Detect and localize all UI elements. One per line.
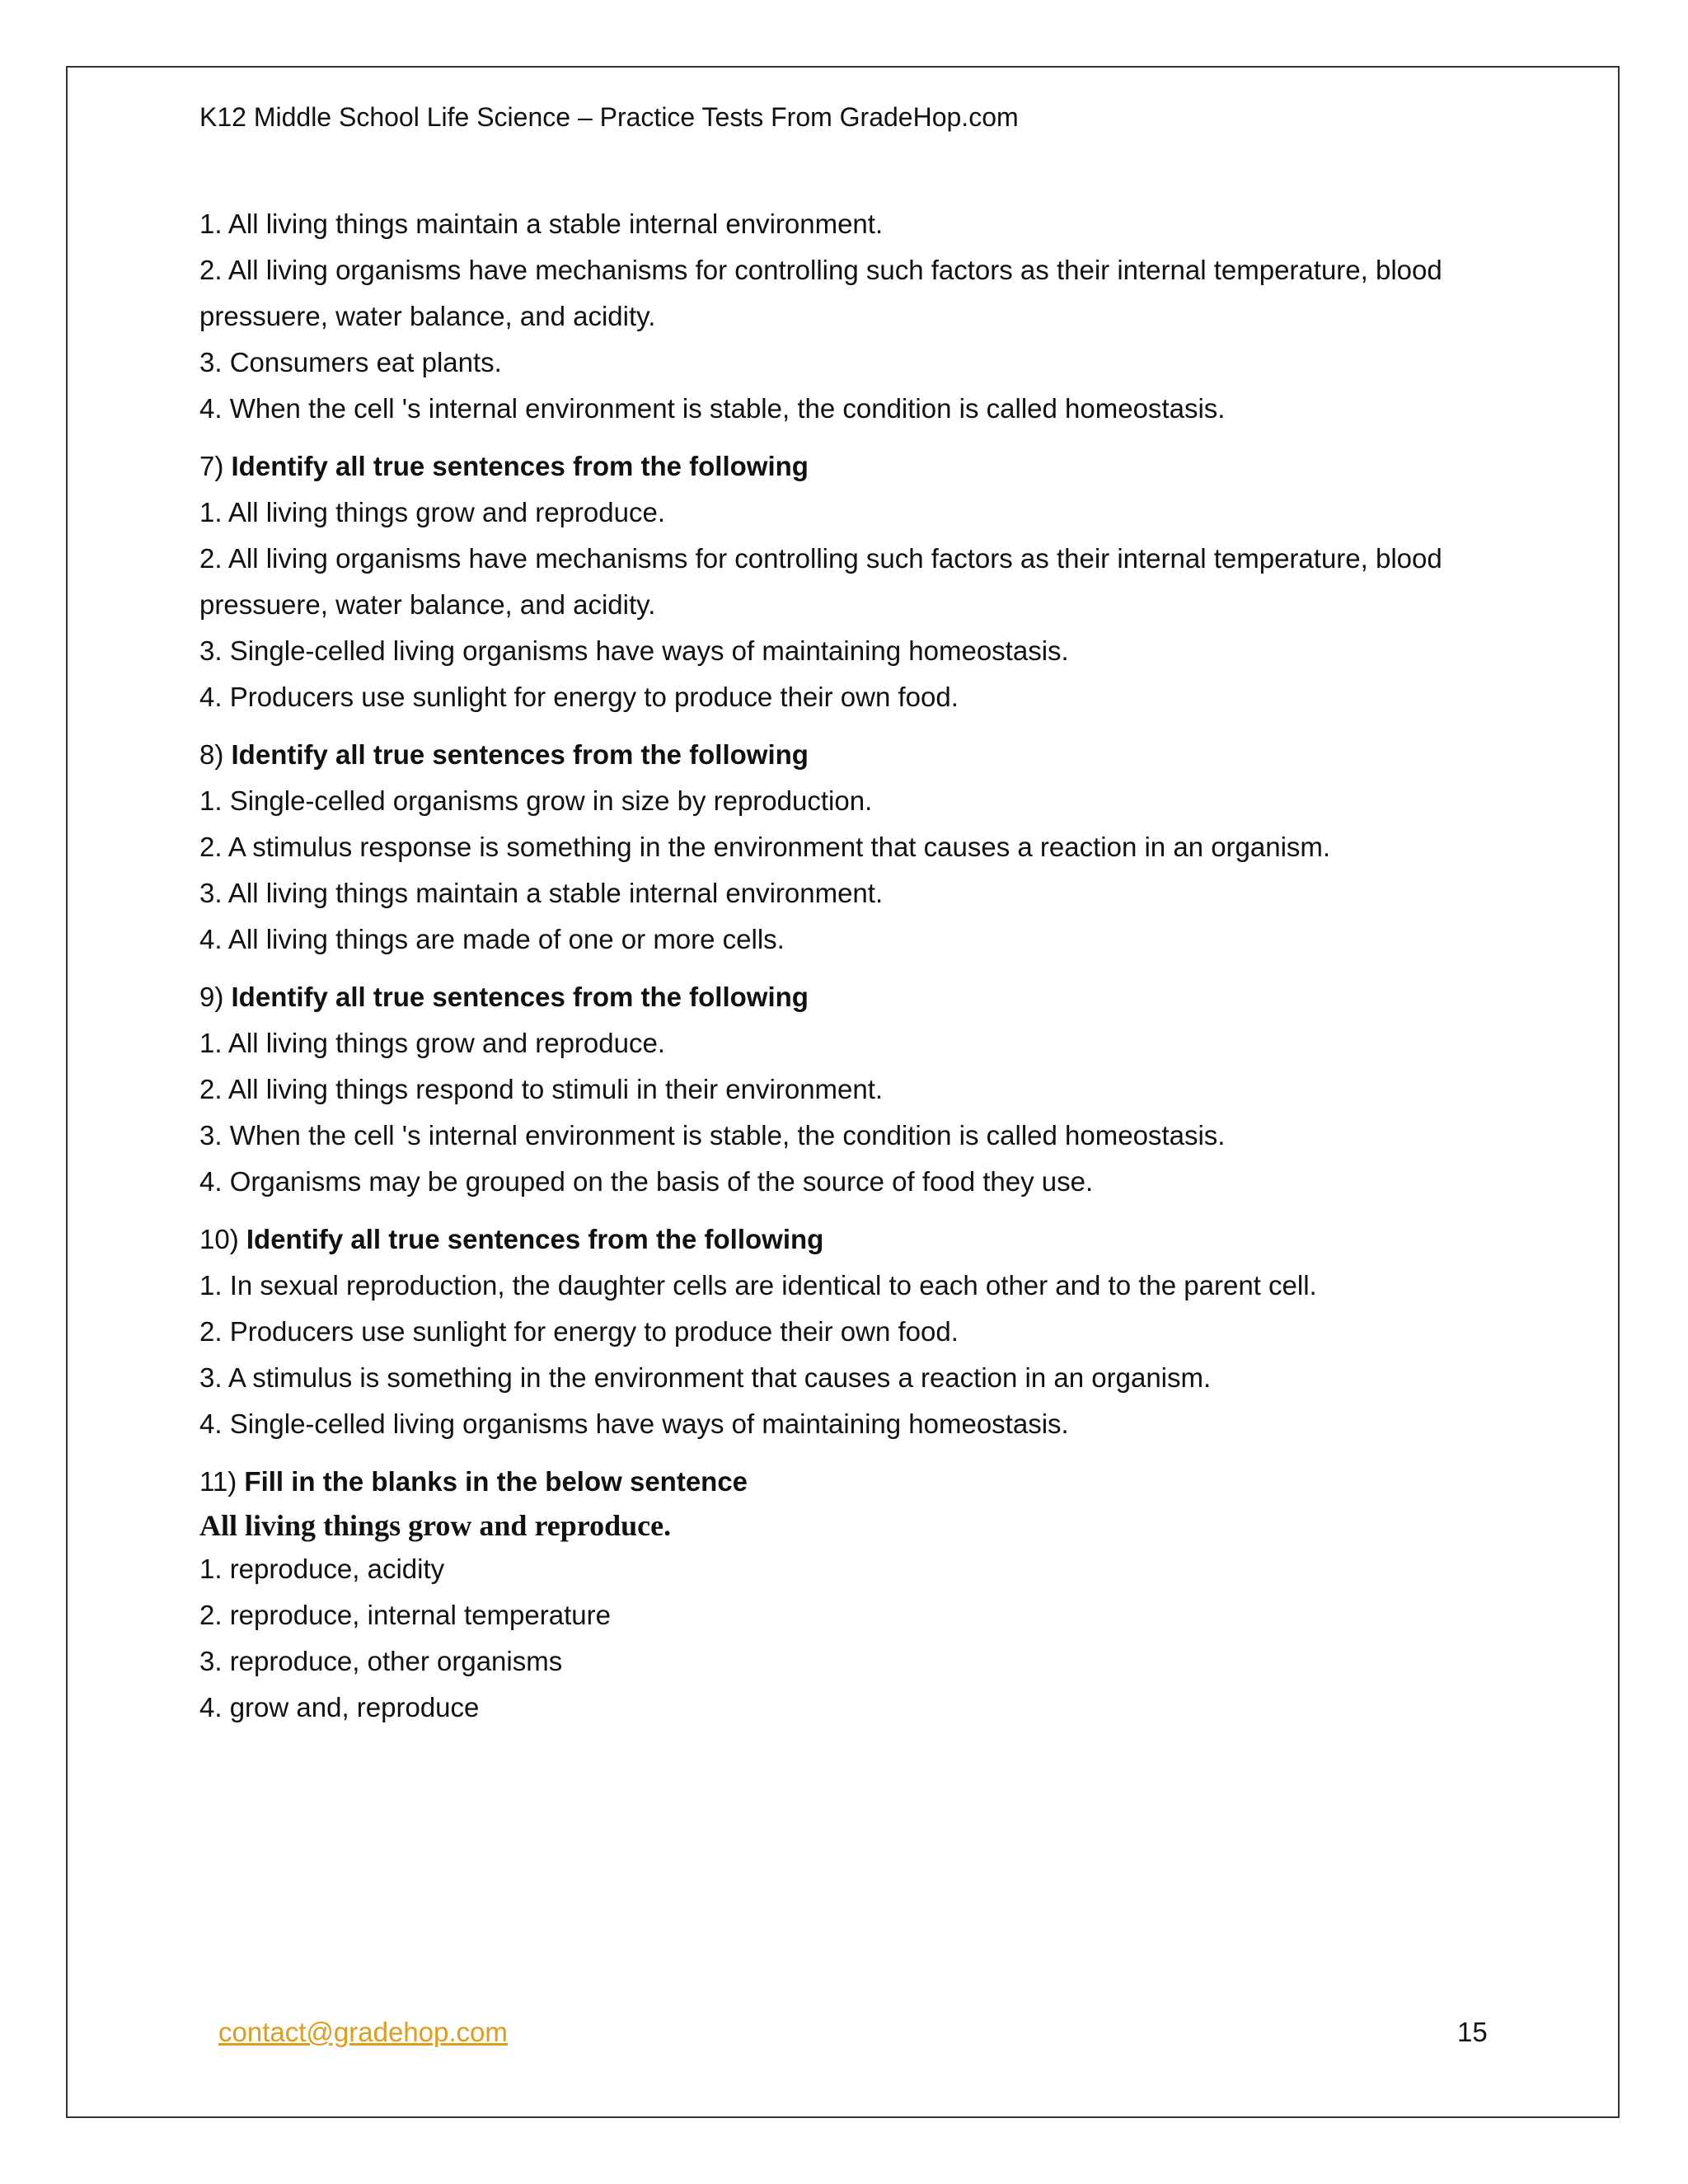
question-number: 7) bbox=[199, 451, 224, 481]
fill-in-sentence: All living things grow and reproduce. bbox=[199, 1509, 672, 1542]
option: 4. Producers use sunlight for energy to produce their own food. bbox=[199, 682, 959, 712]
option: 1. All living things grow and reproduce. bbox=[199, 497, 665, 527]
question-prompt: Identify all true sentences from the following bbox=[231, 739, 809, 770]
option: 3. Single-celled living organisms have ways of maintaining homeostasis. bbox=[199, 635, 1069, 666]
option: 1. In sexual reproduction, the daughter cells are identical to each other and to the parent cell. bbox=[199, 1270, 1317, 1301]
option: 4. When the cell 's internal environment is stable, the condition is called homeostasis. bbox=[199, 393, 1226, 424]
question-heading bbox=[199, 974, 1493, 1020]
document-header: K12 Middle School Life Science – Practice Tests From GradeHop.com bbox=[199, 102, 1019, 132]
question-8 bbox=[199, 732, 1493, 963]
option: 4. All living things are made of one or more cells. bbox=[199, 924, 785, 954]
option: 2. reproduce, internal temperature bbox=[199, 1600, 611, 1630]
option: 1. All living things maintain a stable internal environment. bbox=[199, 209, 884, 239]
option: 3. reproduce, other organisms bbox=[199, 1646, 563, 1676]
question-9 bbox=[199, 974, 1493, 1205]
option: 3. When the cell 's internal environment is stable, the condition is called homeostasis. bbox=[199, 1120, 1226, 1151]
option: 1. reproduce, acidity bbox=[199, 1554, 445, 1584]
question-prompt: Identify all true sentences from the following bbox=[231, 451, 809, 481]
question-number: 11) bbox=[199, 1466, 237, 1497]
question-10 bbox=[199, 1216, 1493, 1447]
option: 2. A stimulus response is something in the environment that causes a reaction in an organism. bbox=[199, 832, 1331, 862]
document-body bbox=[199, 201, 1493, 1731]
option: 3. All living things maintain a stable internal environment. bbox=[199, 878, 884, 908]
option: 3. A stimulus is something in the environment that causes a reaction in an organism. bbox=[199, 1362, 1212, 1393]
option: 4. Single-celled living organisms have ways of maintaining homeostasis. bbox=[199, 1408, 1069, 1439]
question-number: 10) bbox=[199, 1224, 239, 1254]
question-heading bbox=[199, 732, 1493, 778]
option: 1. Single-celled organisms grow in size by reproduction. bbox=[199, 785, 873, 816]
question-prompt: Identify all true sentences from the following bbox=[231, 982, 809, 1012]
question-number: 9) bbox=[199, 982, 224, 1012]
option: 4. Organisms may be grouped on the basis of the source of food they use. bbox=[199, 1166, 1094, 1197]
question-prompt: Identify all true sentences from the following bbox=[246, 1224, 824, 1254]
question-heading bbox=[199, 1216, 1493, 1263]
page-number: 15 bbox=[1457, 2017, 1488, 2047]
option: 4. grow and, reproduce bbox=[199, 1692, 480, 1722]
option: 2. All living organisms have mechanisms for controlling such factors as their internal temperature, blood pressuere, water balance, and acidity. bbox=[199, 543, 1442, 620]
option: 1. All living things grow and reproduce. bbox=[199, 1028, 665, 1058]
question-7 bbox=[199, 443, 1493, 720]
question-heading bbox=[199, 1459, 1493, 1505]
question-number: 8) bbox=[199, 739, 224, 770]
question-prompt: Fill in the blanks in the below sentence bbox=[244, 1466, 748, 1497]
option: 2. All living organisms have mechanisms for controlling such factors as their internal temperature, blood pressuere, water balance, and acidity. bbox=[199, 255, 1442, 331]
option: 2. All living things respond to stimuli in their environment. bbox=[199, 1074, 884, 1104]
contact-email-link[interactable]: contact@gradehop.com bbox=[218, 2017, 508, 2047]
option: 2. Producers use sunlight for energy to produce their own food. bbox=[199, 1316, 959, 1347]
question-11 bbox=[199, 1459, 1493, 1731]
question-heading bbox=[199, 443, 1493, 490]
option: 3. Consumers eat plants. bbox=[199, 347, 502, 377]
question-6-options bbox=[199, 201, 1493, 432]
